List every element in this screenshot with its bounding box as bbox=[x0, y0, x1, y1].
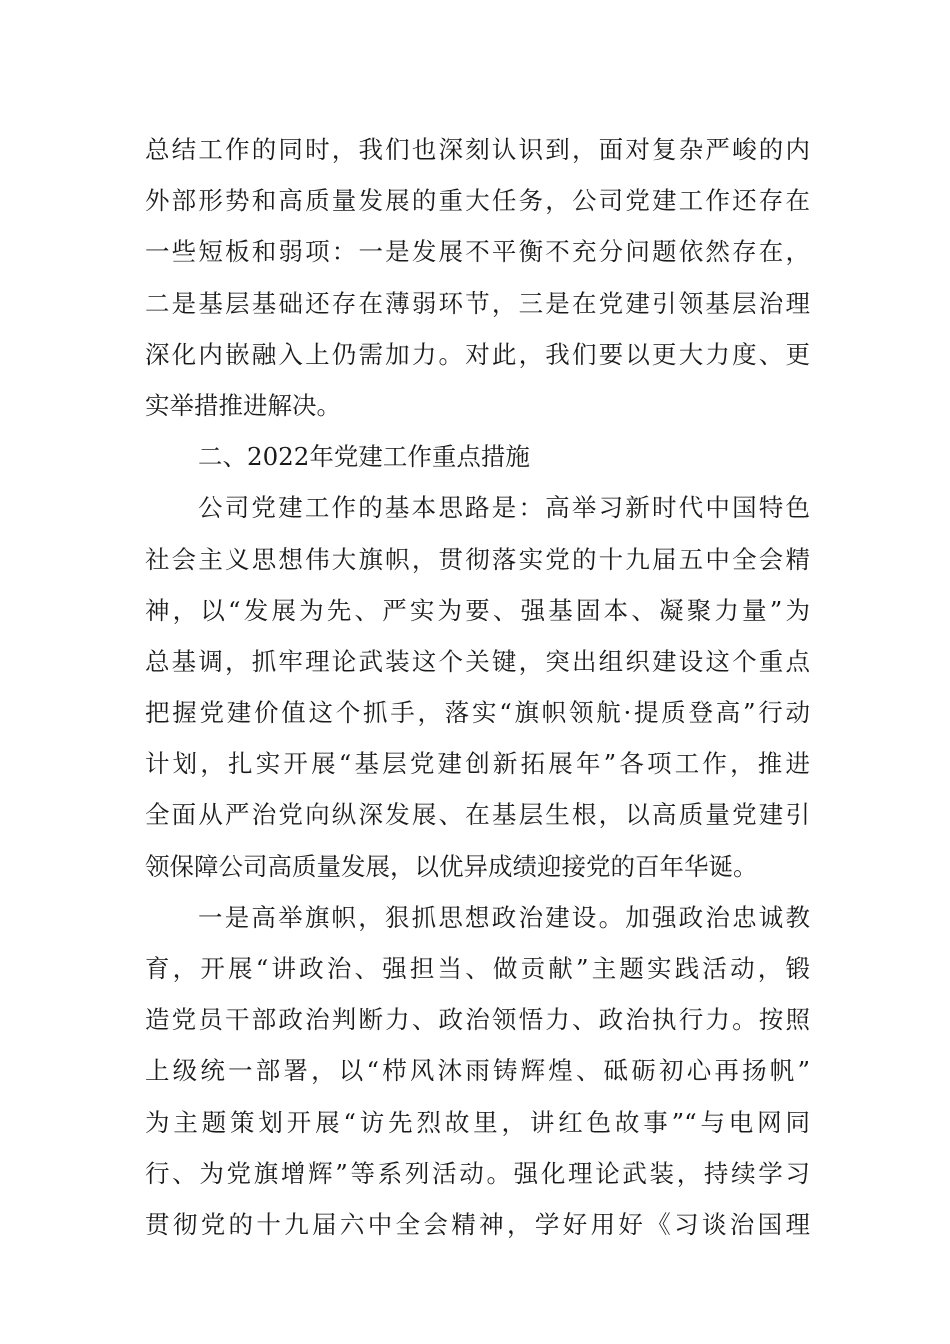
text-line: 领保障公司高质量发展，以优异成绩迎接党的百年华诞。 bbox=[145, 851, 758, 881]
text-line: 外部形势和高质量发展的重大任务，公司党建工作还存在 bbox=[145, 186, 810, 216]
text-line: 一是高举旗帜，狠抓思想政治建设。加强政治忠诚教 bbox=[198, 902, 810, 932]
text-line: 总基调，抓牢理论武装这个关键，突出组织建设这个重点 bbox=[145, 646, 810, 676]
text-line: 育，开展“讲政治、强担当、做贡献”主题实践活动，锻 bbox=[145, 954, 810, 983]
text-line: 造党员干部政治判断力、政治领悟力、政治执行力。按照 bbox=[145, 1005, 810, 1035]
text-line: 公司党建工作的基本思路是：高举习新时代中国特色 bbox=[198, 493, 810, 523]
text-line: 计划，扎实开展“基层党建创新拓展年”各项工作，推进 bbox=[145, 749, 810, 779]
text-line: 一些短板和弱项：一是发展不平衡不充分问题依然存在， bbox=[145, 237, 810, 267]
text-line: 上级统一部署，以“栉风沐雨铸辉煌、砥砺初心再扬帆” bbox=[145, 1056, 810, 1086]
text-line: 神，以“发展为先、严实为要、强基固本、凝聚力量”为 bbox=[145, 595, 810, 625]
text-line: 贯彻党的十九届六中全会精神，学好用好《习谈治国理 bbox=[145, 1209, 810, 1239]
text-line: 深化内嵌融入上仍需加力。对此，我们要以更大力度、更 bbox=[145, 339, 810, 369]
text-line: 总结工作的同时，我们也深刻认识到，面对复杂严峻的内 bbox=[145, 135, 810, 164]
section-heading: 二、2022年党建工作重点措施 bbox=[198, 442, 530, 472]
text-line: 全面从严治党向纵深发展、在基层生根，以高质量党建引 bbox=[145, 800, 810, 830]
text-line: 行、为党旗增辉”等系列活动。强化理论武装，持续学习 bbox=[145, 1158, 810, 1188]
text-line: 把握党建价值这个抓手，落实“旗帜领航·提质登高”行动 bbox=[145, 698, 810, 728]
text-line: 二是基层基础还存在薄弱环节，三是在党建引领基层治理 bbox=[145, 288, 810, 318]
text-line: 实举措推进解决。 bbox=[145, 390, 341, 420]
document-body bbox=[145, 124, 810, 1250]
text-line: 为主题策划开展“访先烈故里，讲红色故事”“与电网同 bbox=[145, 1107, 810, 1137]
text-line: 社会主义思想伟大旗帜，贯彻落实党的十九届五中全会精 bbox=[145, 544, 810, 574]
